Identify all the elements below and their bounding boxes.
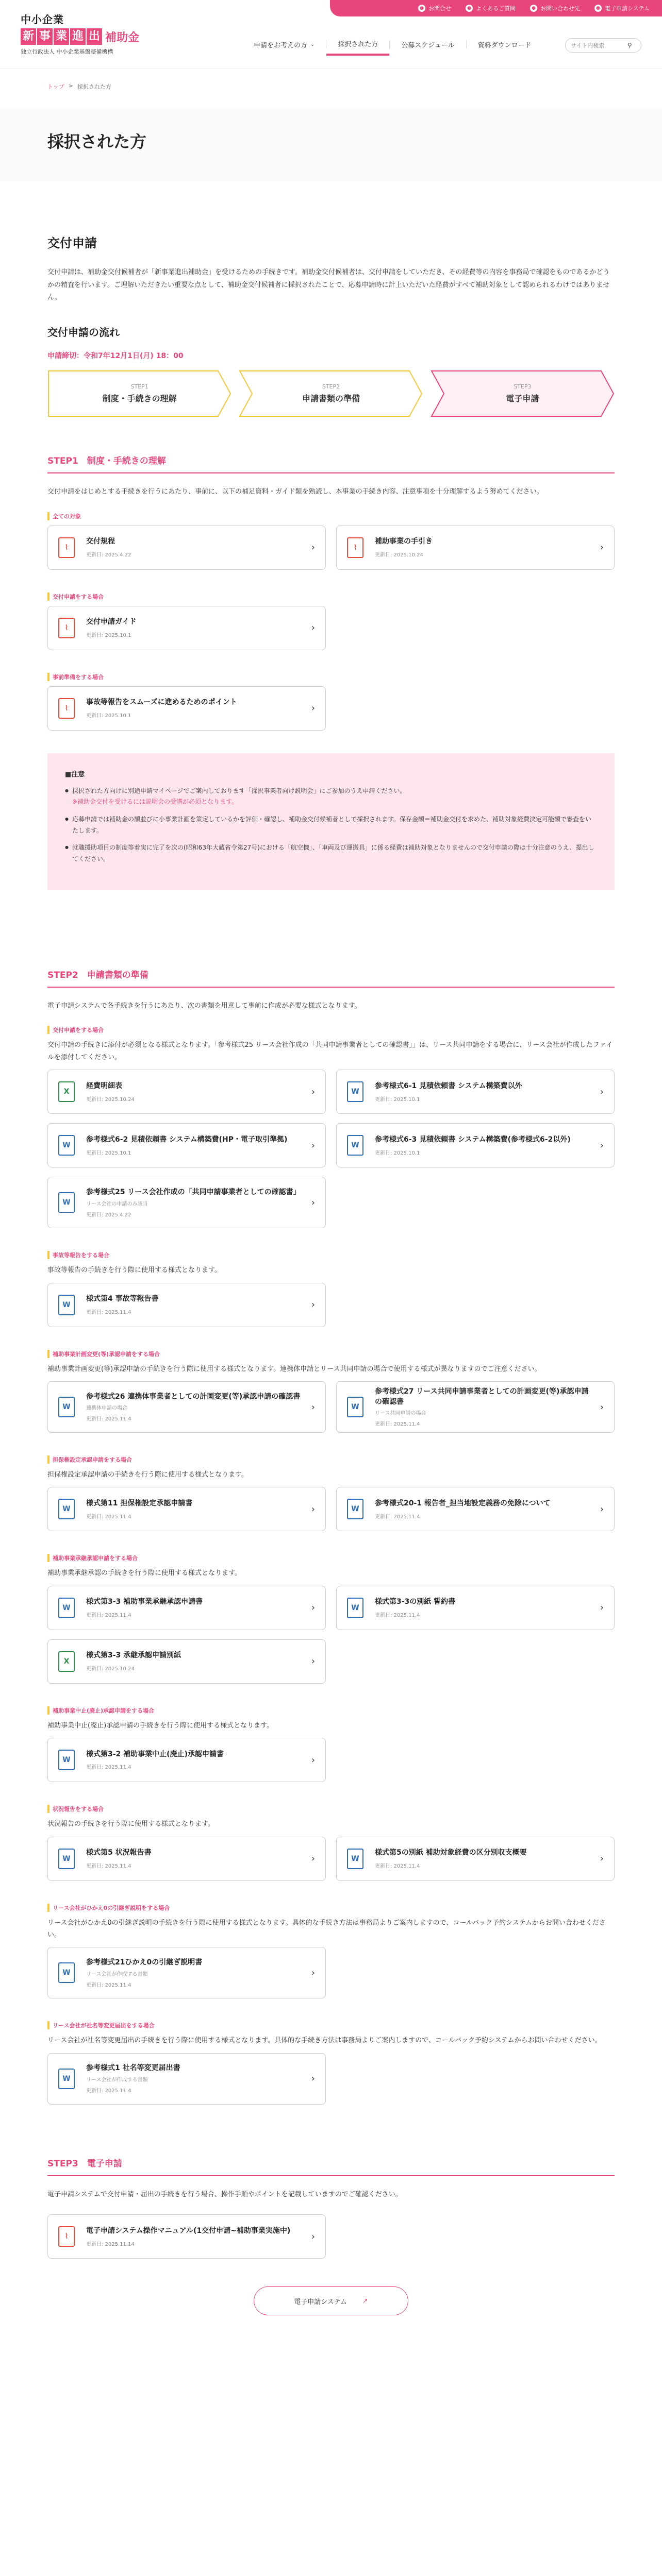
download-card[interactable] [47, 2053, 326, 2105]
logo-org: 独立行政法人 中小企業基盤整備機構 [21, 48, 113, 55]
group-label: 事故等報告をする場合 [47, 1251, 109, 1259]
flow-title: 交付申請の流れ [47, 326, 120, 339]
step-number: STEP3 [514, 383, 532, 391]
step-heading-label: 申請書類の準備 [87, 970, 148, 980]
flow-step-1 [47, 370, 231, 417]
card-grid [47, 1947, 615, 1998]
search-icon[interactable]: ⚲ [627, 42, 632, 49]
pdf-file-icon: ⌇ [58, 2226, 75, 2247]
chevron-right-icon: › [311, 622, 315, 634]
card-note: リース会社の申請のみ該当 [86, 1201, 148, 1207]
step2-group [47, 2021, 615, 2104]
chevron-right-icon: › [600, 1401, 604, 1413]
nav-item-3[interactable] [467, 33, 543, 56]
logo-tail: 補助金 [105, 31, 140, 44]
card-text [375, 1081, 593, 1103]
group-description: 補助事業中止(廃止)承認申請の手続きを行う際に使用する様式となります。 [47, 1721, 274, 1730]
word-file-icon: W [58, 1962, 75, 1983]
card-grid [47, 606, 615, 650]
card-updated-date: 更新日: 2025.11.4 [86, 1765, 131, 1771]
step1-group [47, 673, 615, 731]
step-heading-number: STEP1 [47, 456, 78, 467]
download-card[interactable] [47, 526, 326, 570]
card-title: 参考様式6-1 見積依頼書 システム構築費以外 [375, 1081, 522, 1090]
chevron-right-icon: › [311, 1197, 315, 1208]
search-input[interactable] [571, 42, 627, 49]
card-updated-date: 更新日: 2025.11.4 [375, 1421, 420, 1428]
card-grid [47, 1837, 615, 1881]
deadline-text: 申請締切：令和7年12月1日(月) 18：00 [47, 352, 184, 361]
notice-item [65, 814, 597, 836]
card-title: 様式第5 状況報告書 [86, 1849, 152, 1857]
word-file-icon: W [347, 1081, 363, 1102]
nav-item-0[interactable] [242, 33, 326, 56]
nav-item-1[interactable] [326, 33, 389, 56]
button-label: 電子申請システム [294, 2298, 347, 2306]
notice-item [65, 842, 597, 865]
nav-item-label: 資料ダウンロード [477, 41, 532, 49]
notice-box [47, 753, 615, 890]
search-box[interactable] [565, 38, 641, 53]
word-file-icon: W [347, 1499, 363, 1519]
group-label: リース会社がひかえ0の引継ぎ説明をする場合 [47, 1904, 170, 1912]
nav-item-2[interactable] [390, 33, 466, 56]
chevron-right-icon: › [311, 1656, 315, 1667]
card-title: 様式第4 事故等報告書 [86, 1295, 159, 1303]
group-description: 交付申請の手続きに添付が必須となる様式となります。「参考様式25 リース会社作成の「共同申請事業者としての確認書」」は、リース共同申請をする場合に、リース会社が作成したファイルを添付してください。 [47, 1041, 613, 1061]
step2-group [47, 1026, 615, 1228]
step2-description: 電子申請システムで各手続きを行うにあたり、次の書類を用意して事前に作成が必要な様式となります。 [47, 1002, 361, 1010]
question-icon: ● [418, 5, 425, 12]
card-updated-date: 更新日: 2025.11.4 [86, 1416, 131, 1422]
download-card[interactable] [47, 1123, 326, 1167]
step-heading-label: 制度・手続きの理解 [87, 456, 166, 467]
breadcrumb-home[interactable]: トップ [47, 83, 64, 90]
notice-item [65, 786, 597, 808]
card-title: 様式第5の別紙 補助対象経費の区分別収支概要 [375, 1849, 527, 1857]
card-updated-date: 更新日: 2025.11.4 [86, 1613, 131, 1619]
chevron-right-icon: › [311, 1401, 315, 1413]
card-text [86, 1848, 304, 1869]
chevron-right-icon: › [311, 1602, 315, 1614]
step2-group [47, 1805, 615, 1880]
card-updated-date: 更新日: 2025.4.22 [86, 1212, 131, 1218]
step-label: 電子申請 [506, 394, 539, 404]
chevron-right-icon: › [600, 542, 604, 553]
util-link-label: よくあるご質問 [476, 5, 516, 12]
step2-heading [47, 968, 615, 988]
download-card[interactable] [47, 1639, 326, 1684]
card-grid [47, 526, 615, 570]
step2-group [47, 1350, 615, 1433]
util-link-label: お問合せ [428, 5, 452, 12]
card-title: 経費明細表 [86, 1081, 122, 1090]
page-title: 採択された方 [47, 132, 147, 151]
step2-group [47, 1554, 615, 1683]
group-label: 状況報告をする場合 [47, 1805, 104, 1813]
card-updated-date: 更新日: 2025.10.24 [375, 552, 423, 558]
card-title: 交付規程 [86, 537, 115, 546]
group-label: 交付申請をする場合 [47, 592, 104, 601]
card-updated-date: 更新日: 2025.4.22 [86, 552, 131, 558]
step3-heading [47, 2156, 615, 2176]
card-updated-date: 更新日: 2025.10.24 [86, 1096, 135, 1103]
card-text [86, 1294, 304, 1315]
chevron-right-icon: › [600, 1086, 604, 1097]
pdf-file-icon: ⌇ [58, 698, 75, 719]
step1-heading [47, 453, 615, 473]
chevron-right-icon: › [311, 1086, 315, 1097]
step-number: STEP1 [130, 383, 148, 391]
notice-title: ■注意 [65, 770, 85, 778]
group-description: 補助事業承継承認の手続きを行う際に使用する様式となります。 [47, 1569, 241, 1578]
card-text [375, 1848, 593, 1869]
card-title: 事故等報告をスムーズに進めるためのポイント [86, 698, 237, 707]
logo-line1: 中小企業 [21, 13, 64, 26]
card-text [86, 2226, 304, 2247]
download-card[interactable] [47, 1837, 326, 1881]
card-updated-date: 更新日: 2025.10.1 [375, 1096, 420, 1103]
card-title: 参考様式6-3 見積依頼書 システム構築費(参考様式6-2以外) [375, 1135, 571, 1144]
notice-list [65, 786, 597, 865]
nav-item-label: 採択された方 [338, 40, 378, 48]
site-header [0, 0, 662, 68]
card-text [86, 1135, 304, 1156]
card-updated-date: 更新日: 2025.11.4 [86, 1982, 131, 1988]
card-title: 補助事業の手引き [375, 537, 433, 546]
chevron-right-icon: › [311, 1754, 315, 1766]
main-nav [242, 33, 543, 56]
util-link-label: 電子申請システム [605, 5, 650, 12]
logo-char-box: 事 [37, 28, 53, 45]
card-text [86, 1750, 304, 1771]
word-file-icon: W [58, 1499, 75, 1519]
card-text [375, 1499, 593, 1520]
card-text [86, 2063, 304, 2094]
breadcrumb-current: 採択された方 [77, 83, 111, 90]
card-title: 様式第11 担保権設定承認申請書 [86, 1499, 193, 1508]
card-grid [47, 1070, 615, 1228]
pdf-file-icon: ⌇ [58, 537, 75, 558]
chevron-down-icon: ⌄ [310, 41, 315, 47]
word-file-icon: W [58, 2069, 75, 2089]
card-note: リース会社が作成する書類 [86, 1971, 148, 1977]
logo-line2 [21, 28, 139, 45]
step-label: 申請書類の準備 [302, 394, 360, 404]
download-card[interactable] [47, 1487, 326, 1531]
card-title: 参考様式26 連携体事業者としての計画変更(等)承認申請の確認書 [86, 1392, 301, 1401]
card-updated-date: 更新日: 2025.11.4 [86, 1863, 131, 1869]
card-text [86, 1651, 304, 1672]
word-file-icon: W [58, 1135, 75, 1156]
download-card[interactable] [336, 1381, 615, 1433]
download-card[interactable] [336, 1487, 615, 1531]
chevron-right-icon: › [311, 1967, 315, 1978]
chevron-right-icon: › [311, 1853, 315, 1865]
breadcrumb [47, 82, 111, 91]
excel-file-icon: X [58, 1651, 75, 1672]
step2-group [47, 1251, 615, 1327]
card-text [375, 1387, 593, 1427]
step1-group [47, 592, 615, 650]
card-updated-date: 更新日: 2025.11.4 [375, 1863, 420, 1869]
word-file-icon: W [347, 1598, 363, 1618]
flow-step-3 [431, 370, 615, 417]
card-title: 参考様式27 リース共同申請事業者としての計画変更(等)承認申請の確認書 [375, 1387, 589, 1406]
card-note: リース共同申請の場合 [375, 1411, 426, 1417]
step1-description: 交付申請をはじめとする手続きを行うにあたり、事前に、以下の補足資料・ガイド類を熟読し、本事業の手続き内容、注意事項を十分理解するよう努めてください。 [47, 488, 543, 496]
chevron-right-icon: › [311, 542, 315, 553]
group-label: 全ての対象 [47, 512, 81, 520]
external-link-icon: ↗ [362, 2297, 368, 2305]
chevron-right-icon: › [600, 1503, 604, 1515]
card-text [375, 537, 593, 558]
download-card[interactable] [336, 526, 615, 570]
card-updated-date: 更新日: 2025.10.1 [375, 1150, 420, 1156]
step-number: STEP2 [322, 383, 340, 391]
card-text [86, 1499, 304, 1520]
chevron-right-icon: › [311, 1140, 315, 1151]
download-card[interactable] [47, 1947, 326, 1998]
main-content [47, 233, 615, 2315]
chevron-right-icon: › [311, 2231, 315, 2242]
header-divider [0, 68, 662, 69]
mail-icon: ● [530, 5, 537, 12]
card-note: リース会社が作成する書類 [86, 2077, 148, 2083]
card-text [375, 1135, 593, 1156]
download-card[interactable] [336, 1123, 615, 1167]
card-grid [47, 2053, 615, 2105]
chevron-right-icon: › [311, 1503, 315, 1515]
download-card[interactable] [336, 1837, 615, 1881]
step2-group [47, 1706, 615, 1782]
util-link-label: お問い合わせ先 [540, 5, 581, 12]
download-card[interactable] [47, 2214, 326, 2259]
step1-section [47, 453, 615, 890]
card-text [86, 1081, 304, 1103]
breadcrumb-separator: > [68, 82, 73, 89]
card-grid [47, 2214, 615, 2259]
step2-section [47, 968, 615, 2105]
group-description: 状況報告の手続きを行う際に使用する様式となります。 [47, 1820, 214, 1828]
card-title: 様式第3-3 補助事業承継承認申請書 [86, 1598, 203, 1606]
step-heading-number: STEP3 [47, 2158, 78, 2169]
card-title: 様式第3-3の別紙 誓約書 [375, 1598, 456, 1606]
step-flow [47, 370, 615, 417]
group-label: 補助事業計画変更(等)承認申請をする場合 [47, 1350, 160, 1358]
group-label: 事前準備をする場合 [47, 673, 104, 681]
flow-step-2 [239, 370, 423, 417]
card-grid [47, 1283, 615, 1327]
word-file-icon: W [347, 1397, 363, 1417]
chevron-right-icon: › [600, 1853, 604, 1865]
card-grid [47, 1487, 615, 1531]
faq-icon: ● [466, 5, 473, 12]
download-card[interactable] [47, 1738, 326, 1782]
notice-warning: ※補助金交付を受けるには説明会の受講が必須となります。 [72, 798, 238, 806]
word-file-icon: W [58, 1192, 75, 1213]
chevron-right-icon: › [600, 1140, 604, 1151]
card-title: 参考様式25 リース会社作成の「共同申請事業者としての確認書」 [86, 1188, 301, 1196]
step2-group [47, 1904, 615, 1999]
group-label: 交付申請をする場合 [47, 1026, 104, 1034]
download-card[interactable] [336, 1586, 615, 1630]
card-title: 電子申請システム操作マニュアル(1交付申請~補助事業実施中) [86, 2227, 291, 2235]
download-card[interactable] [47, 1381, 326, 1433]
group-description: 事故等報告の手続きを行う際に使用する様式となります。 [47, 1266, 221, 1275]
step-heading-number: STEP2 [47, 970, 78, 980]
logo-char-box: 業 [54, 28, 69, 45]
download-card[interactable] [47, 606, 326, 650]
step-label: 制度・手続きの理解 [102, 394, 177, 404]
step3-description: 電子申請システムで交付申請・届出の手続きを行う場合、操作手順やポイントを記載していますのでご確認ください。 [47, 2190, 402, 2198]
download-card[interactable] [47, 1283, 326, 1327]
excel-file-icon: X [58, 1081, 75, 1102]
download-card[interactable] [47, 1586, 326, 1630]
card-text [86, 617, 304, 638]
logo-char-box: 進 [70, 28, 86, 45]
card-title: 交付申請ガイド [86, 618, 137, 626]
download-card[interactable] [336, 1070, 615, 1114]
card-updated-date: 更新日: 2025.10.1 [86, 713, 131, 719]
card-title: 参考様式21ひかえ0の引継ぎ説明書 [86, 1958, 203, 1967]
card-text [375, 1597, 593, 1618]
card-title: 参考様式1 社名等変更届出書 [86, 2064, 180, 2073]
chevron-right-icon: › [311, 2073, 315, 2084]
card-updated-date: 更新日: 2025.10.1 [86, 633, 131, 639]
word-file-icon: W [347, 1849, 363, 1869]
card-updated-date: 更新日: 2025.11.4 [86, 1514, 131, 1520]
group-label: 担保権設定承認申請をする場合 [47, 1455, 132, 1464]
card-grid [47, 1381, 615, 1433]
pdf-file-icon: ⌇ [58, 618, 75, 638]
step1-group [47, 512, 615, 570]
logo-char-box: 新 [21, 28, 36, 45]
card-text [86, 1958, 304, 1988]
pdf-file-icon: ⌇ [347, 537, 363, 558]
download-card[interactable] [47, 1070, 326, 1114]
card-grid [47, 1586, 615, 1684]
card-title: 参考様式6-2 見積依頼書 システム構築費(HP・電子取引準拠) [86, 1135, 288, 1144]
card-text [86, 698, 304, 719]
download-card[interactable] [47, 1177, 326, 1228]
nav-item-label: 申請をお考えの方 [254, 41, 308, 49]
section-title: 交付申請 [47, 236, 97, 250]
group-description: 担保権設定承認申請の手続きを行う際に使用する様式となります。 [47, 1471, 248, 1479]
word-file-icon: W [58, 1598, 75, 1618]
notice-text: 採択された方向けに別途申請マイページでご案内しております「採択事業者向け説明会」にご参加のうえ申請ください。 [72, 787, 406, 794]
chevron-right-icon: › [311, 1299, 315, 1311]
card-text [86, 1392, 304, 1422]
card-grid [47, 686, 615, 731]
card-title: 様式第3-3 承継承認申請別紙 [86, 1651, 181, 1660]
step3-section [47, 2156, 615, 2316]
chevron-right-icon: › [600, 1602, 604, 1614]
group-description: 補助事業計画変更(等)承認申請の手続きを行う際に使用する様式となります。連携体申請とリース共同申請の場合で使用する様式が異なりますのでご注意ください。 [47, 1365, 541, 1373]
notice-text: 応募申請では補助金の額並びに小事業計画を策定しているかを評価・確認し、補助金交付候補者として採択されます。保存金額＝補助金交付を求めた、補助対象経費決定可能額で審査をいたします。 [72, 815, 592, 834]
card-grid [47, 1738, 615, 1782]
word-file-icon: W [58, 1750, 75, 1770]
step2-group [47, 1455, 615, 1531]
card-updated-date: 更新日: 2025.11.14 [86, 2241, 135, 2247]
card-updated-date: 更新日: 2025.10.24 [86, 1666, 135, 1672]
card-updated-date: 更新日: 2025.11.4 [375, 1613, 420, 1619]
download-card[interactable] [47, 686, 326, 731]
card-updated-date: 更新日: 2025.10.1 [86, 1150, 131, 1156]
card-text [86, 1597, 304, 1618]
card-title: 様式第3-2 補助事業中止(廃止)承認申請書 [86, 1750, 224, 1758]
step-heading-label: 電子申請 [87, 2158, 122, 2169]
chevron-right-icon: › [311, 703, 315, 714]
word-file-icon: W [58, 1295, 75, 1315]
card-updated-date: 更新日: 2025.11.4 [86, 1309, 131, 1315]
card-note: 連携体申請の場合 [86, 1405, 127, 1412]
group-description: リース会社が社名等変更届出の手続きを行う際に使用する様式となります。具体的な手続き方法は事務局よりご案内しますので、コールバック予約システムからお問い合わせください。 [47, 2037, 602, 2045]
word-file-icon: W [347, 1135, 363, 1156]
e-application-system-button[interactable] [254, 2286, 408, 2315]
word-file-icon: W [58, 1849, 75, 1869]
word-file-icon: W [58, 1397, 75, 1417]
card-text [86, 1188, 304, 1218]
group-label: 補助事業中止(廃止)承認申請をする場合 [47, 1706, 154, 1715]
card-text [86, 537, 304, 558]
site-logo[interactable] [21, 11, 139, 56]
group-label: 補助事業承継承認申請をする場合 [47, 1554, 138, 1562]
notice-text: 就職援助項目の制度等着実に完了を次の(昭和63年大蔵省令第27号)における「航空機」、「車両及び運搬具」に係る経費は補助対象となりませんので交付申請の際は十分注意のうえ、提出してください。 [72, 844, 594, 862]
group-label: リース会社が社名等変更届出をする場合 [47, 2021, 154, 2029]
card-title: 参考様式20-1 報告者_担当地設定義務の免除について [375, 1499, 551, 1508]
section-intro: 交付申請は、補助金交付候補者が「新事業進出補助金」を受けるための手続きです。補助金交付候補者は、交付申請をしていただき、その経費等の内容を事務局で確認をものであるかどうかの精査を行います。ご理解いただきたい重要な点として、補助金交付候補者に採択されたことで、応募申請時に計上いただいた経費がすべて補助対象として認められるわけではありません。 [47, 268, 610, 302]
group-description: リース会社がひかえ0の引継ぎ説明の手続きを行う際に使用する様式となります。具体的な手続き方法は事務局よりご案内しますので、コールバック予約システムからお問い合わせください。 [47, 1919, 606, 1939]
logo-char-box: 出 [87, 28, 102, 45]
card-updated-date: 更新日: 2025.11.4 [86, 2088, 131, 2094]
nav-item-label: 公募スケジュール [401, 41, 455, 49]
monitor-icon: ● [594, 5, 602, 12]
card-updated-date: 更新日: 2025.11.4 [375, 1514, 420, 1520]
